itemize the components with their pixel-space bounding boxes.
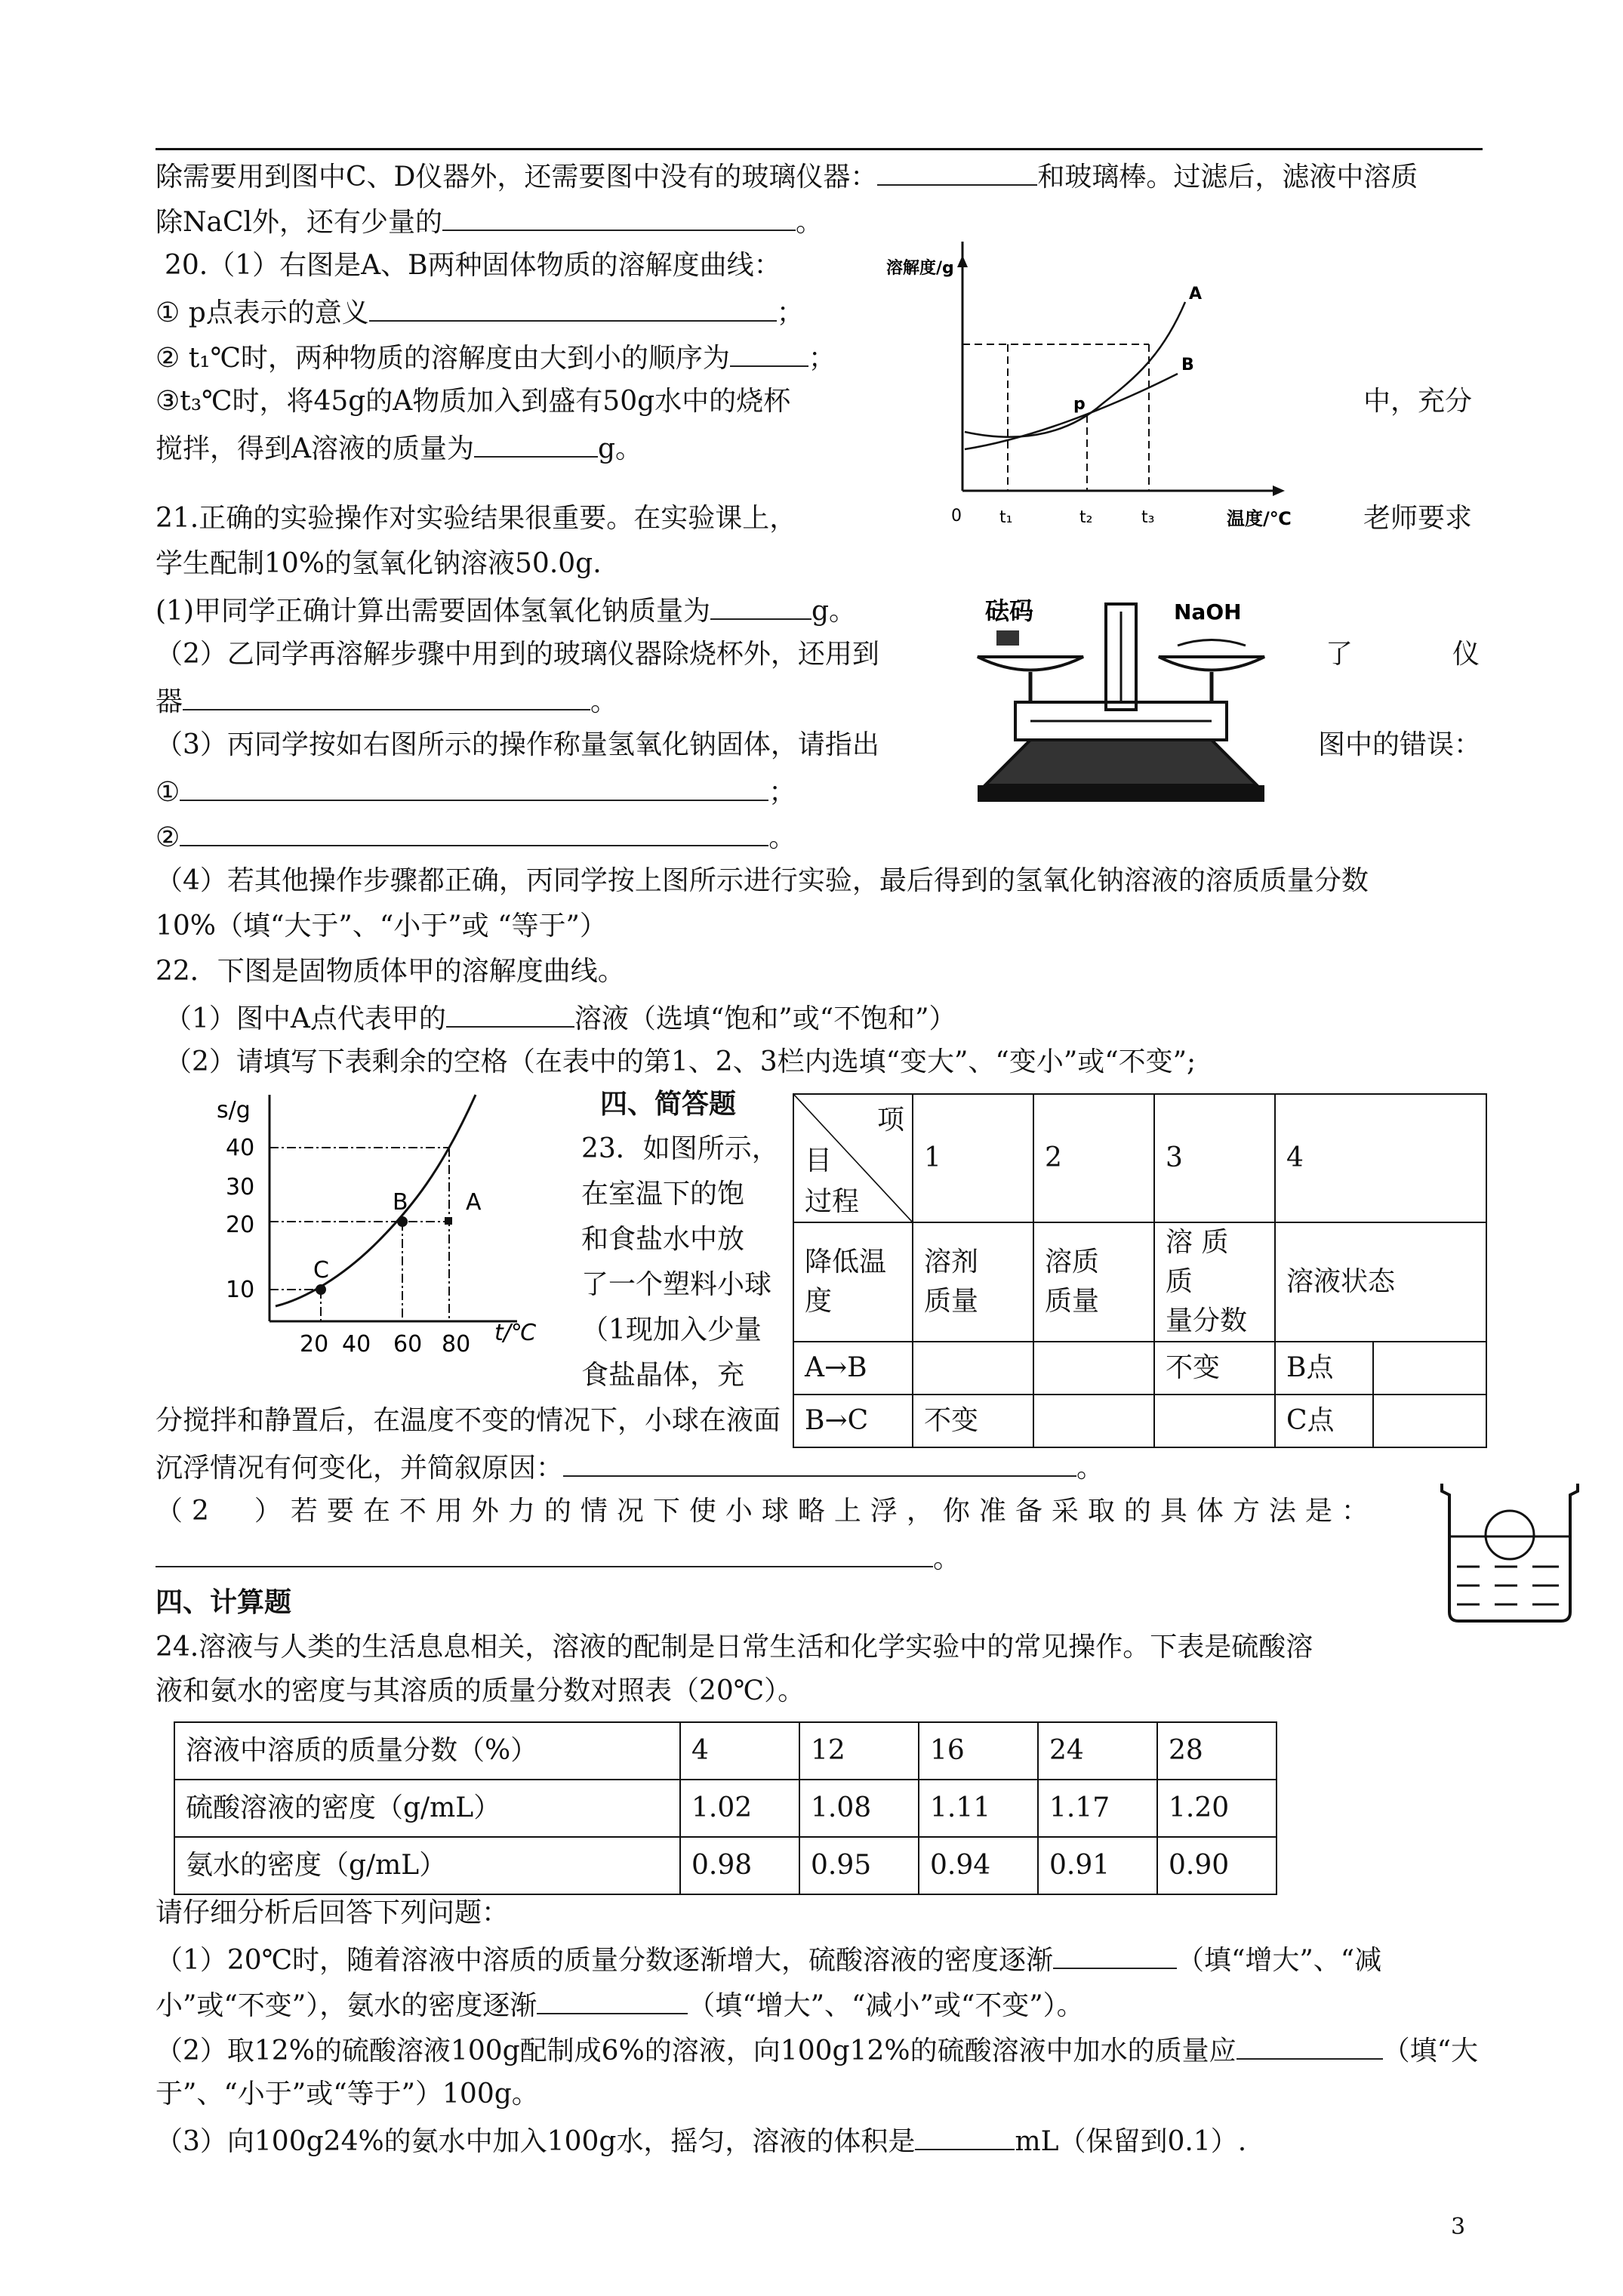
header-item: 项 [877, 1105, 905, 1136]
text-line: （1现加入少量 [581, 1314, 762, 1345]
text-line: 中，充分 [1363, 386, 1473, 417]
answer-blank[interactable] [710, 593, 812, 620]
column-header: 1 [913, 1094, 1033, 1222]
curve-b [965, 374, 1178, 449]
text: ； [776, 297, 804, 328]
x-tick-label: 20 [300, 1331, 329, 1358]
answer-blank[interactable] [730, 340, 808, 367]
table-cell: 氨水的密度（g/mL） [174, 1837, 680, 1894]
table-cell: 溶剂 质量 [913, 1222, 1033, 1342]
naoh-label: NaOH [1174, 599, 1242, 624]
x-tick-label: 60 [393, 1331, 423, 1358]
text-line: （3）丙同学按如右图所示的操作称量氢氧化钠固体，请指出 [156, 729, 879, 760]
table-cell: C点 [1275, 1395, 1373, 1447]
text: 除NaCl外，还有少量的 [156, 207, 443, 238]
text: ； [808, 343, 836, 374]
answer-blank[interactable] [474, 430, 598, 458]
text-line: （2 ）若要在不用外力的情况下使小球略上浮，你准备采取的具体方法是： [156, 1496, 1378, 1527]
table-cell: 溶 质 质 量分数 [1154, 1222, 1275, 1342]
text: mL（保留到0.1）. [1015, 2126, 1247, 2157]
text-line: 10%（填“大于”、“小于”或 “等于”） [156, 911, 607, 942]
text: （1）图中A点代表甲的 [165, 1003, 446, 1034]
header-item: 目 [805, 1145, 833, 1176]
text: 。 [1076, 1453, 1104, 1484]
text-line: 22．下图是固物质体甲的溶解度曲线。 [156, 956, 625, 987]
text: ② t₁℃时，两种物质的溶解度由大到小的顺序为 [156, 343, 730, 374]
table-cell[interactable] [1373, 1395, 1486, 1447]
x-tick-label: t₁ [999, 508, 1013, 527]
table-cell: 0.90 [1157, 1837, 1277, 1894]
density-table [174, 1721, 1277, 1895]
y-tick-label: 40 [226, 1135, 255, 1161]
text: 和玻璃棒。过滤后，滤液中溶质 [1037, 162, 1418, 193]
table-cell: B点 [1275, 1342, 1373, 1395]
text-line: 液和氨水的密度与其溶质的质量分数对照表（20℃）。 [156, 1675, 805, 1706]
text: 。 [590, 686, 618, 717]
text: （填“增大”、“减 [1177, 1945, 1382, 1976]
curve-a-label: A [1189, 285, 1203, 304]
answer-blank[interactable] [442, 204, 796, 231]
text: ② [156, 822, 180, 853]
answer-blank[interactable] [369, 294, 777, 322]
x-tick-label: 40 [342, 1331, 371, 1358]
text-line [156, 1987, 1084, 2023]
text-line: 食盐晶体，充 [581, 1360, 745, 1391]
table-cell: 16 [919, 1722, 1038, 1780]
table-cell: 12 [799, 1722, 919, 1780]
solubility-chart-jia [215, 1080, 547, 1367]
text: g。 [812, 596, 857, 627]
text: （填“增大”、“减小”或“不变”）。 [688, 1990, 1084, 2021]
text-line: 学生配制10%的氢氧化钠溶液50.0g. [156, 548, 602, 579]
curve-jia [276, 1095, 476, 1306]
table-cell: 溶液状态 [1275, 1222, 1486, 1342]
table-cell: A→B [793, 1342, 913, 1395]
answer-blank[interactable] [446, 1000, 574, 1028]
table-cell: 28 [1157, 1722, 1277, 1780]
table-cell: 1.20 [1157, 1780, 1277, 1837]
text-line: 了一个塑料小球 [581, 1269, 772, 1300]
curve-a [965, 302, 1185, 437]
x-tick-label: 80 [442, 1331, 471, 1358]
text-line [156, 2032, 1478, 2068]
y-axis-label: s/g [217, 1097, 251, 1123]
table-cell: 0.98 [680, 1837, 799, 1894]
text-line: （2）乙同学再溶解步骤中用到的玻璃仪器除烧杯外，还用到 [156, 639, 879, 670]
text-line: 于”、“小于”或“等于”）100g。 [156, 2079, 539, 2110]
text-line [156, 593, 856, 628]
text: ① [156, 777, 180, 808]
column-header: 4 [1275, 1094, 1486, 1222]
y-tick-label: 20 [226, 1212, 255, 1238]
text: （填“大 [1382, 2036, 1478, 2066]
text: （3）向100g24%的氨水中加入100g水，摇匀，溶液的体积是 [156, 2126, 916, 2157]
point-b-label: B [393, 1189, 408, 1216]
table-cell: 24 [1038, 1722, 1157, 1780]
text: 搅拌，得到A溶液的质量为 [156, 433, 474, 464]
y-axis-label: 溶解度/g [886, 259, 954, 278]
answer-blank[interactable] [180, 819, 768, 846]
table-cell: 硫酸溶液的密度（g/mL） [174, 1780, 680, 1837]
text-line [156, 159, 1418, 194]
table-cell: 0.91 [1038, 1837, 1157, 1894]
text-line [156, 1942, 1381, 1977]
table-cell: 1.11 [919, 1780, 1038, 1837]
section-heading: 四、计算题 [156, 1586, 292, 1618]
x-tick-label: t₂ [1079, 508, 1093, 527]
answer-blank[interactable] [537, 1987, 688, 2014]
text: g。 [598, 433, 643, 464]
text: 溶液（选填“饱和”或“不饱和”） [574, 1003, 956, 1034]
weight-label: 砝码 [985, 596, 1034, 625]
x-axis-label: t/℃ [494, 1320, 537, 1346]
answer-blank[interactable] [183, 683, 590, 710]
text: （1）20℃时，随着溶液中溶质的质量分数逐渐增大，硫酸溶液的密度逐渐 [156, 1945, 1053, 1976]
text-line [156, 204, 823, 239]
process-table [793, 1093, 1487, 1448]
header-process: 过程 [805, 1186, 860, 1217]
text-line: 分搅拌和静置后，在温度不变的情况下，小球在液面 [156, 1405, 781, 1436]
column-header: 3 [1154, 1094, 1275, 1222]
table-cell: 溶质 质量 [1033, 1222, 1154, 1342]
table-cell: 0.94 [919, 1837, 1038, 1894]
table-cell: 1.17 [1038, 1780, 1157, 1837]
text: ； [768, 777, 796, 808]
text: 。 [796, 207, 824, 238]
text-line: （2）请填写下表剩余的空格（在表中的第1、2、3栏内选填“变大”、“变小”或“不变”; [165, 1046, 1196, 1077]
table-cell[interactable] [1154, 1395, 1275, 1447]
answer-blank[interactable] [877, 159, 1037, 186]
text: 沉浮情况有何变化，并简叙原因： [156, 1453, 564, 1484]
text: （2）取12%的硫酸溶液100g配制成6%的溶液，向100g12%的硫酸溶液中加水的质量应 [156, 2036, 1236, 2066]
text-line: 和食盐水中放 [581, 1224, 745, 1255]
point-c-label: C [313, 1257, 329, 1284]
curve-b-label: B [1181, 356, 1194, 374]
text-line: 图中的错误： [1318, 729, 1482, 760]
beaker-ball-illustration [1434, 1476, 1585, 1627]
text-line [156, 340, 836, 375]
text-line [156, 774, 796, 809]
text-line: 24.溶液与人类的生活息息相关，溶液的配制是日常生活和化学实验中的常见操作。下表是硫酸溶 [156, 1632, 1313, 1663]
text-line [156, 1450, 1104, 1485]
text: 除需要用到图中C、D仪器外，还需要图中没有的玻璃仪器： [156, 162, 878, 193]
section-heading: 四、简答题 [600, 1088, 737, 1120]
answer-blank[interactable] [156, 1540, 933, 1567]
x-tick-label: t₃ [1141, 508, 1155, 527]
y-tick-label: 10 [226, 1277, 255, 1303]
table-cell: 不变 [1154, 1342, 1275, 1395]
origin-label: 0 [951, 507, 962, 525]
text-line [156, 2123, 1246, 2159]
table-cell[interactable] [1033, 1395, 1154, 1447]
answer-blank[interactable] [915, 2123, 1015, 2150]
text: 。 [768, 822, 796, 853]
text-line: 在室温下的饱 [581, 1179, 745, 1210]
text: ① p点表示的意义 [156, 297, 369, 328]
question-20-title: 20.（1）右图是A、B两种固体物质的溶解度曲线： [165, 250, 781, 281]
balance-scale-illustration [970, 589, 1287, 815]
text: 器 [156, 686, 183, 717]
table-cell: 1.08 [799, 1780, 919, 1837]
page-number: 3 [1451, 2214, 1466, 2240]
text-line [156, 430, 642, 466]
table-cell: 0.95 [799, 1837, 919, 1894]
text-line: 了 [1326, 639, 1354, 670]
answer-blank[interactable] [1053, 1942, 1177, 1969]
table-cell: 降低温度 [793, 1222, 913, 1342]
point-a-label: A [466, 1189, 482, 1216]
text: 小”或“不变”），氨水的密度逐渐 [156, 1990, 537, 2021]
text-line: （4）若其他操作步骤都正确，丙同学按上图所示进行实验，最后得到的氢氧化钠溶液的溶质质量分数 [156, 865, 1369, 896]
answer-blank[interactable] [180, 774, 768, 801]
table-cell: 4 [680, 1722, 799, 1780]
text: (1)甲同学正确计算出需要固体氢氧化钠质量为 [156, 596, 710, 627]
text-line [165, 1000, 956, 1036]
text-line: 仪 [1452, 639, 1480, 670]
text-line [156, 683, 617, 719]
point-p-label: p [1073, 395, 1086, 414]
text-line [156, 819, 796, 855]
table-cell[interactable] [913, 1342, 1033, 1395]
column-header: 2 [1033, 1094, 1154, 1222]
table-cell[interactable] [1373, 1342, 1486, 1395]
text: 。 [933, 1543, 961, 1574]
answer-blank[interactable] [563, 1450, 1076, 1477]
diagonal-header-cell [793, 1094, 913, 1222]
y-tick-label: 30 [226, 1174, 255, 1200]
solubility-chart-ab [876, 242, 1298, 574]
header-rule [156, 148, 1483, 150]
x-axis-label: 温度/℃ [1227, 508, 1292, 529]
table-cell: 溶液中溶质的质量分数（%） [174, 1722, 680, 1780]
table-cell: 1.02 [680, 1780, 799, 1837]
text-line: 23．如图所示， [581, 1133, 779, 1164]
table-cell[interactable] [1033, 1342, 1154, 1395]
table-cell: B→C [793, 1395, 913, 1447]
text-line: 老师要求 [1363, 503, 1473, 534]
text-line: 请仔细分析后回答下列问题： [156, 1897, 510, 1928]
table-cell: 不变 [913, 1395, 1033, 1447]
text-line [156, 294, 804, 330]
text-line: 21.正确的实验操作对实验结果很重要。在实验课上， [156, 503, 797, 534]
text-line: ③t₃℃时，将45g的A物质加入到盛有50g水中的烧杯 [156, 386, 791, 417]
answer-blank[interactable] [1236, 2032, 1383, 2060]
text-line [156, 1540, 960, 1576]
